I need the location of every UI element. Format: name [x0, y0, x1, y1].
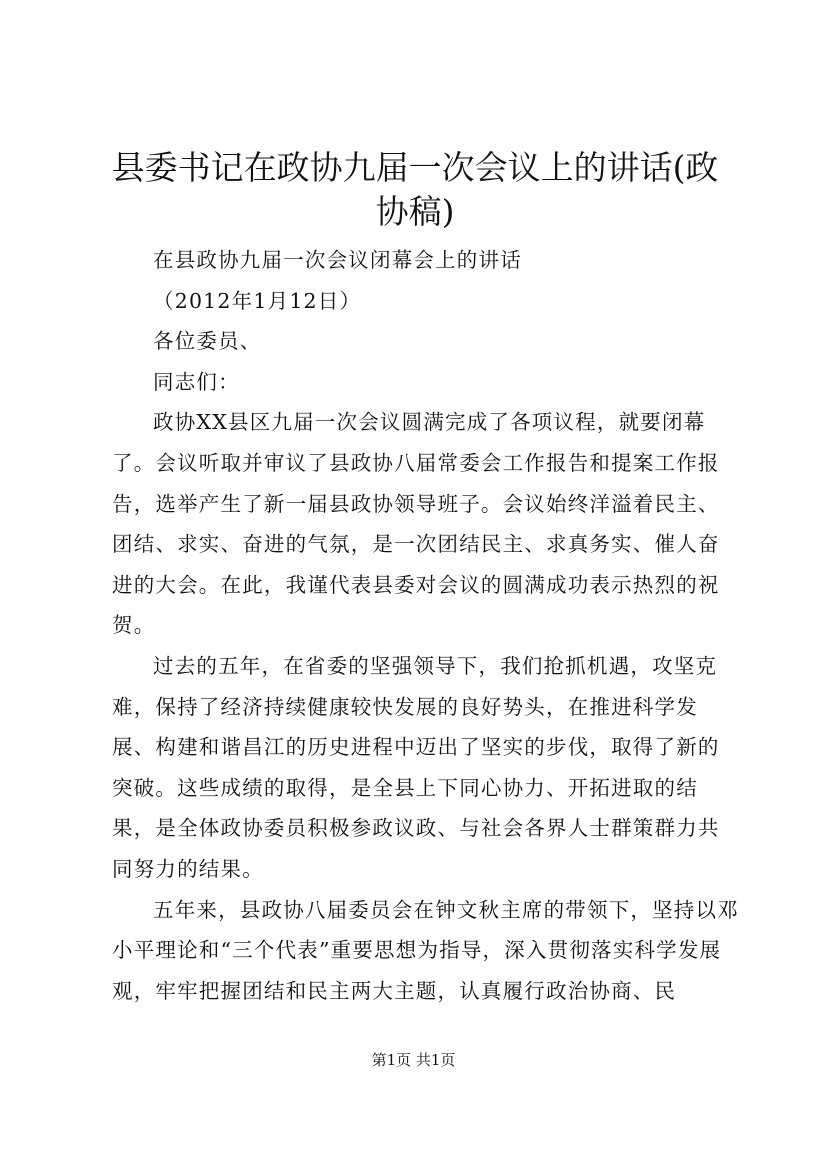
document-body: [112, 240, 740, 1011]
page-footer: 第1页 共1页: [371, 1051, 456, 1069]
salutation-members: 各位委员、: [153, 329, 262, 354]
body-paragraph: 五年来，县政协八届委员会在钟文秋主席的带领下，坚持以邓小平理论和“三个代表”重要思想为指导，深入贯彻落实科学发展观，牢牢把握团结和民主两大主题，认真履行政治协商、民: [112, 897, 739, 1003]
speech-date: （2012年1月12日）: [153, 288, 362, 313]
salutation-comrades: 同志们：: [153, 369, 240, 394]
speech-subtitle: 在县政协九届一次会议闭幕会上的讲话: [153, 248, 522, 272]
document-title: 县委书记在政协九届一次会议上的讲话(政协稿): [111, 148, 719, 231]
body-paragraph: 政协XX县区九届一次会议圆满完成了各项议程，就要闭幕了。会议听取并审议了县政协八届常委会工作报告和提案工作报告，选举产生了新一届县政协领导班子。会议始终洋溢着民主、团结、求实、奋进的气氛，是一次团结民主、求真务实、催人奋进的大会。在此，我谨代表县委对会议的圆满成功表示热烈的祝贺。: [112, 410, 720, 638]
body-paragraph: 过去的五年，在省委的坚强领导下，我们抢抓机遇，攻坚克难，保持了经济持续健康较快发展的良好势头，在推进科学发展、构建和谐昌江的历史进程中迈出了坚实的步伐，取得了新的突破。这些成绩的取得，是全县上下同心协力、开拓进取的结果，是全体政协委员积极参政议政、与社会各界人士群策群力共同努力的结果。: [112, 653, 720, 881]
